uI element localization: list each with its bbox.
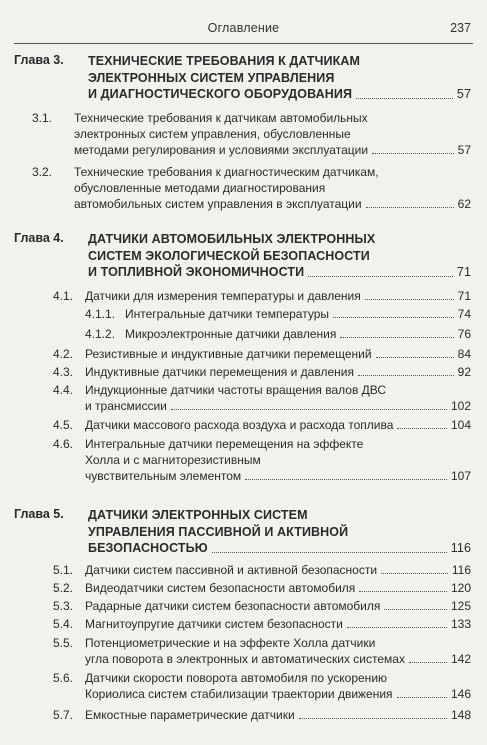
entry-line: Видеодатчики систем безопасности автомобиля — [85, 581, 356, 595]
entry-line: Технические требования к датчикам автомобильных — [74, 111, 368, 125]
entry-text — [85, 670, 471, 702]
entry-line: Интегральные датчики температуры — [125, 307, 330, 321]
entry-line: электронных систем управления, обусловленные — [74, 127, 351, 141]
entry-leader-line — [85, 686, 471, 702]
entry-text — [74, 164, 471, 212]
entry-leader-line — [74, 142, 471, 158]
entry-text — [85, 562, 471, 578]
entry-number: 5.7. — [53, 708, 74, 722]
dot-leader — [397, 427, 447, 429]
entry-number: 4.1. — [53, 289, 74, 303]
entry-leader-line — [85, 417, 471, 433]
toc-entry-5-7[interactable] — [53, 707, 471, 723]
toc-entry-4-3[interactable] — [53, 364, 471, 380]
chapter-title-line: ЭЛЕКТРОННЫХ СИСТЕМ УПРАВЛЕНИЯ — [88, 70, 335, 85]
dot-leader — [171, 408, 447, 410]
chapter-title-line: И ДИАГНОСТИЧЕСКОГО ОБОРУДОВАНИЯ — [88, 87, 353, 101]
toc-entry-4-1-1[interactable] — [85, 306, 471, 322]
entry-line: Индуктивные датчики перемещения и давления — [85, 365, 354, 379]
entry-line: Магнитоупругие датчики систем безопасности — [85, 617, 343, 631]
entry-page: 71 — [457, 289, 471, 303]
entry-leader-line — [85, 364, 471, 380]
entry-line: обусловленные методами диагностирования — [74, 181, 326, 195]
dot-leader — [347, 626, 447, 628]
entry-page: 57 — [457, 143, 471, 157]
entry-line: Кориолиса систем стабилизации траектории движения — [85, 687, 393, 701]
dot-leader — [212, 551, 447, 553]
chapter-title-line: ДАТЧИКИ ЭЛЕКТРОННЫХ СИСТЕМ — [88, 508, 308, 522]
entry-line: Радарные датчики систем безопасности автомобиля — [85, 599, 381, 613]
entry-number: 5.6. — [53, 671, 74, 685]
dot-leader — [365, 298, 454, 300]
entry-line: Емкостные параметрические датчики — [85, 708, 295, 722]
entry-leader-line — [85, 288, 471, 304]
header-rule — [14, 43, 473, 44]
entry-page: 148 — [450, 708, 471, 722]
entry-number: 4.3. — [53, 365, 74, 379]
dot-leader — [245, 478, 447, 480]
toc-entry-5-6[interactable] — [53, 670, 471, 704]
entry-leader-line — [85, 707, 471, 723]
entry-number: 4.1.1. — [85, 307, 116, 321]
entry-text — [85, 417, 471, 433]
entry-text — [74, 110, 471, 158]
entry-page: 84 — [457, 347, 471, 361]
entry-line: Технические требования к диагностическим датчикам, — [74, 165, 379, 179]
toc-entry-5-1[interactable] — [53, 562, 471, 578]
entry-number: 5.3. — [53, 599, 74, 613]
entry-line: Микроэлектронные датчики давления — [125, 327, 337, 341]
chapter-label: Глава 5. — [14, 507, 64, 521]
chapter-label: Глава 4. — [14, 231, 64, 245]
entry-line: чувствительным элементом — [85, 469, 242, 483]
entry-line: Датчики скорости поворота автомобиля по ускорению — [85, 671, 388, 685]
dot-leader — [359, 590, 447, 592]
dot-leader — [333, 316, 454, 318]
chapter-title-leader-line — [88, 86, 471, 103]
entry-page: 92 — [457, 365, 471, 379]
chapter-page: 57 — [456, 87, 471, 101]
chapter-page: 71 — [456, 265, 471, 279]
entry-leader-line — [125, 306, 471, 322]
chapter-title[interactable] — [88, 507, 471, 557]
entry-leader-line — [85, 651, 471, 667]
chapter-title-line: БЕЗОПАСНОСТЬЮ — [88, 541, 208, 555]
entry-page: 146 — [450, 687, 471, 701]
entry-number: 4.5. — [53, 418, 74, 432]
entry-text — [125, 306, 471, 322]
page-number: 237 — [450, 21, 471, 35]
entry-leader-line — [85, 580, 471, 596]
entry-page: 125 — [450, 599, 471, 613]
toc-entry-4-1-2[interactable] — [85, 326, 471, 342]
entry-line: Датчики массового расхода воздуха и расхода топлива — [85, 418, 394, 432]
entry-number: 5.4. — [53, 617, 74, 631]
entry-line: методами регулирования и условиями эксплуатации — [74, 143, 369, 157]
entry-text — [85, 598, 471, 614]
entry-page: 74 — [457, 307, 471, 321]
entry-page: 116 — [451, 563, 471, 577]
entry-leader-line — [85, 468, 471, 484]
chapter-title-line: И ТОПЛИВНОЙ ЭКОНОМИЧНОСТИ — [88, 265, 305, 279]
entry-page: 62 — [457, 197, 471, 211]
chapter-title[interactable] — [88, 53, 471, 103]
dot-leader — [381, 572, 448, 574]
dot-leader — [340, 336, 453, 338]
entry-line: Датчики для измерения температуры и давления — [85, 289, 361, 303]
entry-number: 5.5. — [53, 636, 74, 650]
page-header — [14, 14, 473, 42]
entry-page: 142 — [450, 652, 471, 666]
toc-entry-4-1[interactable] — [53, 288, 471, 304]
toc-entry-4-5[interactable] — [53, 417, 471, 433]
entry-leader-line — [125, 326, 471, 342]
running-title: Оглавление — [207, 21, 280, 35]
entry-line: Резистивные и индуктивные датчики перемещений — [85, 347, 372, 361]
dot-leader — [358, 374, 454, 376]
entry-page: 120 — [450, 581, 471, 595]
entry-number: 3.1. — [32, 111, 53, 125]
toc-entry-4-2[interactable] — [53, 346, 471, 362]
entry-line: Индукционные датчики частоты вращения валов ДВС — [85, 383, 387, 397]
dot-leader — [384, 608, 447, 610]
dot-leader — [299, 717, 447, 719]
entry-line: Интегральные датчики перемещения на эффекте — [85, 437, 364, 451]
entry-number: 4.6. — [53, 437, 74, 451]
entry-number: 4.1.2. — [85, 327, 116, 341]
entry-leader-line — [85, 346, 471, 362]
chapter-title-line: УПРАВЛЕНИЯ ПАССИВНОЙ И АКТИВНОЙ — [88, 524, 349, 539]
entry-line: Датчики систем пассивной и активной безопасности — [85, 563, 378, 577]
entry-number: 5.2. — [53, 581, 74, 595]
entry-number: 4.4. — [53, 383, 74, 397]
chapter-label: Глава 3. — [14, 53, 64, 67]
entry-leader-line — [85, 616, 471, 632]
chapter-title-line: СИСТЕМ ЭКОЛОГИЧЕСКОЙ БЕЗОПАСНОСТИ — [88, 248, 370, 263]
entry-text — [125, 326, 471, 342]
chapter-page: 116 — [450, 541, 471, 555]
dot-leader — [356, 97, 453, 99]
entry-page: 104 — [450, 418, 471, 432]
entry-number: 4.2. — [53, 347, 74, 361]
entry-text — [85, 635, 471, 667]
dot-leader — [372, 152, 454, 154]
entry-text — [85, 346, 471, 362]
chapter-title-leader-line — [88, 540, 471, 557]
entry-number: 3.2. — [32, 165, 53, 179]
entry-leader-line — [85, 598, 471, 614]
chapter-title-line: ДАТЧИКИ АВТОМОБИЛЬНЫХ ЭЛЕКТРОННЫХ — [88, 232, 376, 246]
toc-entry-5-3[interactable] — [53, 598, 471, 614]
entry-page: 107 — [450, 469, 471, 483]
entry-text — [85, 436, 471, 484]
entry-line: и трансмиссии — [85, 399, 167, 413]
dot-leader — [409, 661, 447, 663]
entry-line: Потенциометрические и на эффекте Холла датчики — [85, 636, 376, 650]
chapter-title-line: ТЕХНИЧЕСКИЕ ТРЕБОВАНИЯ К ДАТЧИКАМ — [88, 54, 360, 68]
entry-text — [85, 580, 471, 596]
toc-entry-5-4[interactable] — [53, 616, 471, 632]
entry-leader-line — [85, 562, 471, 578]
dot-leader — [308, 275, 453, 277]
toc-entry-5-5[interactable] — [53, 635, 471, 669]
entry-page: 133 — [450, 617, 471, 631]
entry-line: автомобильных систем управления в эксплуатации — [74, 197, 362, 211]
toc-entry-3-2[interactable] — [32, 164, 471, 214]
entry-line: угла поворота в электронных и автоматических системах — [85, 652, 405, 666]
dot-leader — [376, 356, 454, 358]
chapter-title[interactable] — [88, 231, 471, 281]
entry-page: 102 — [450, 399, 471, 413]
toc-entry-3-1[interactable] — [32, 110, 471, 160]
dot-leader — [366, 206, 454, 208]
entry-leader-line — [74, 196, 471, 212]
toc-entry-4-4[interactable] — [53, 382, 471, 416]
toc-entry-5-2[interactable] — [53, 580, 471, 596]
entry-page: 76 — [457, 327, 471, 341]
entry-text — [85, 707, 471, 723]
entry-text — [85, 288, 471, 304]
entry-text — [85, 382, 471, 414]
dot-leader — [397, 696, 447, 698]
toc-entry-4-6[interactable] — [53, 436, 471, 486]
entry-text — [85, 616, 471, 632]
entry-text — [85, 364, 471, 380]
entry-number: 5.1. — [53, 563, 74, 577]
chapter-title-leader-line — [88, 264, 471, 281]
entry-line: Холла и с магниторезистивным — [85, 453, 261, 467]
entry-leader-line — [85, 398, 471, 414]
